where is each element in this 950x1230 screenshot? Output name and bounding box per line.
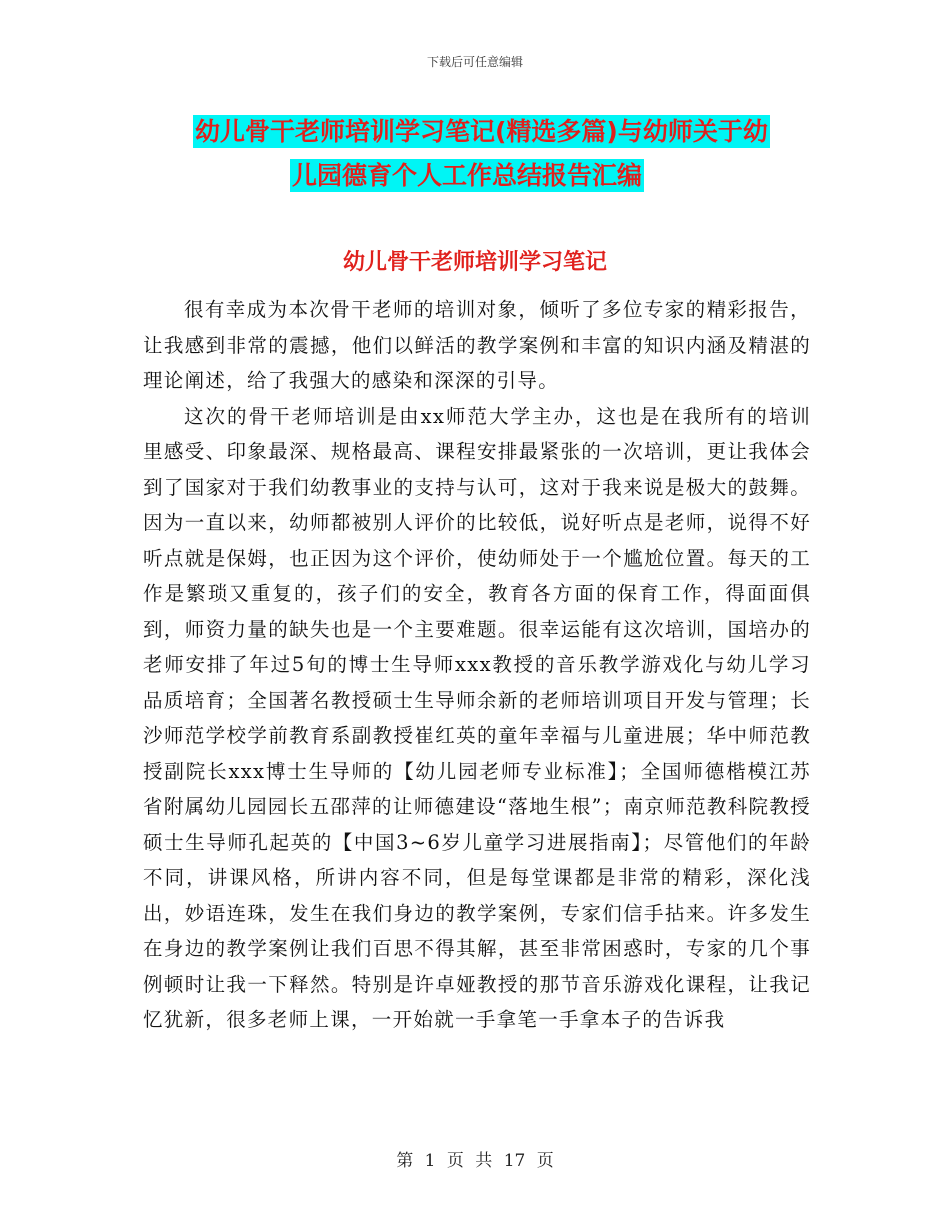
- section-heading: 幼儿骨干老师培训学习笔记: [342, 250, 607, 275]
- page-header-note: 下载后可任意编辑: [426, 55, 523, 69]
- paragraph-2: 这次的骨干老师培训是由xx师范大学主办，这也是在我所有的培训里感受、印象最深、规格最高、课程安排最紧张的一次培训，更让我体会到了国家对于我们幼教事业的支持与认可，这对于我来说是极大的鼓舞。因为一直以来，幼师都被别人评价的比较低，说好听点是老师，说得不好听点就是保姆，也正因为这个评价，使幼师处于一个尴尬位置。每天的工作是繁琐又重复的，孩子们的安全，教育各方面的保育工作，得面面俱到，师资力量的缺失也是一个主要难题。很幸运能有这次培训，国培办的老师安排了年过5旬的博士生导师xxx教授的音乐教学游戏化与幼儿学习品质培育；全国著名教授硕士生导师余新的老师培训项目开发与管理；长沙师范学校学前教育系副教授崔红英的童年幸福与儿童进展；华中师范教授副院长xxx博士生导师的【幼儿园老师专业标准】；全国师德楷模江苏省附属幼儿园园长五邵萍的让师德建设“落地生根”；南京师范教科院教授硕士生导师孔起英的【中国3~6岁儿童学习进展指南】；尽管他们的年龄不同，讲课风格，所讲内容不同，但是每堂课都是非常的精彩，深化浅出，妙语连珠，发生在我们身边的教学案例，专家们信手拈来。许多发生在身边的教学案例让我们百思不得其解，甚至非常困惑时，专家的几个事例顿时让我一下释然。特别是许卓娅教授的那节音乐游戏化课程，让我记忆犹新，很多老师上课，一开始就一手拿笔一手拿本子的告诉我: [143, 404, 811, 1031]
- page-footer: 第 1 页 共 17 页: [396, 1151, 554, 1171]
- document-body: [143, 292, 811, 1038]
- paragraph-1: 很有幸成为本次骨干老师的培训对象，倾听了多位专家的精彩报告，让我感到非常的震撼，他们以鲜活的教学案例和丰富的知识内涵及精湛的理论阐述，给了我强大的感染和深深的引导。: [143, 298, 811, 392]
- title-text-2: 儿园德育个人工作总结报告汇编: [292, 161, 643, 190]
- title-text-1: 幼儿骨干老师培训学习笔记(精选多篇)与幼师关于幼: [195, 117, 768, 146]
- document-title-line-1: [0, 110, 950, 154]
- document-title-line-2: [0, 154, 950, 198]
